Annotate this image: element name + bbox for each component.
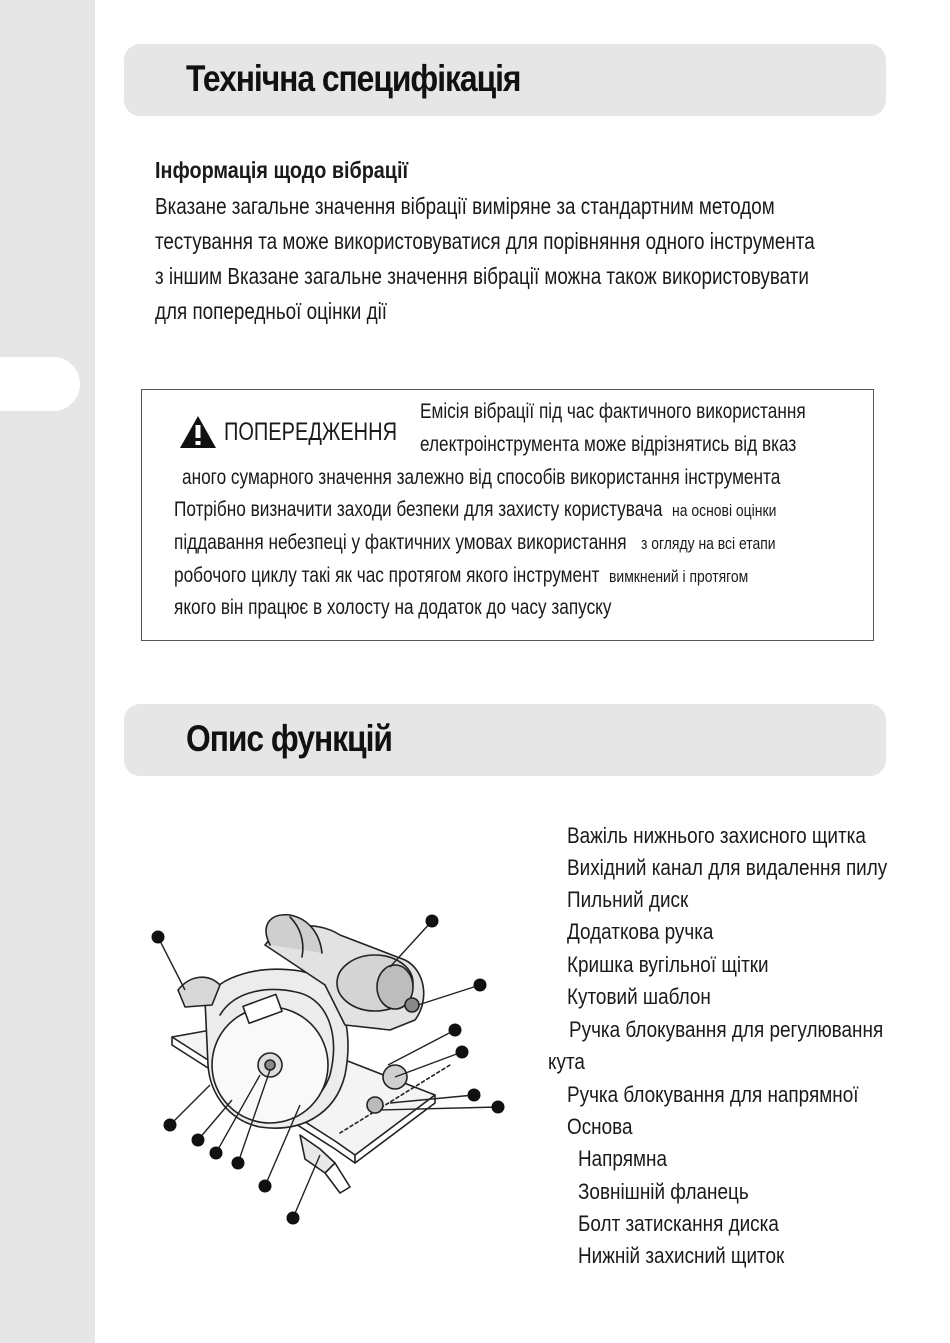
circular-saw-illustration — [150, 905, 510, 1235]
warning-badge — [178, 414, 440, 450]
vibration-text-line: з іншим Вказане загальне значення вібрації можна також використовувати — [155, 263, 809, 289]
feature-item: кута — [548, 1049, 585, 1074]
warning-box — [141, 389, 874, 641]
warning-text-line: Емісія вібрації під час фактичного використання — [420, 400, 806, 423]
feature-item: Ручка блокування для напрямної — [567, 1082, 859, 1107]
feature-item: Кришка вугільної щітки — [567, 952, 769, 977]
warning-text-part: Потрібно визначити заходи безпеки для захисту користувача — [174, 498, 663, 521]
warning-label: ПОПЕРЕДЖЕННЯ — [224, 417, 398, 446]
warning-text-line — [174, 564, 748, 588]
warning-text-line: електроінструмента може відрізнятись від вказ — [420, 433, 797, 456]
feature-item: Напрямна — [578, 1146, 667, 1171]
warning-text-part: вимкнений і протягом — [609, 567, 749, 586]
feature-item: Основа — [567, 1114, 633, 1139]
warning-text-line — [174, 498, 776, 522]
warning-text-line: якого він працює в холосту на додаток до часу запуску — [174, 596, 612, 619]
features-heading: Опис функцій — [186, 718, 392, 759]
vibration-text-line: тестування та може використовуватися для порівняння одного інструмента — [155, 228, 815, 254]
feature-item: Вихідний канал для видалення пилу — [567, 855, 888, 880]
section-heading-bar — [124, 44, 886, 116]
warning-triangle-icon — [178, 414, 218, 450]
warning-text-line: аного сумарного значення залежно від способів використання інструмента — [182, 466, 781, 489]
vibration-text-line: Вказане загальне значення вібрації виміряне за стандартним методом — [155, 193, 775, 219]
page-side-strip — [0, 0, 95, 1343]
vibration-title: Інформація щодо вібрації — [155, 157, 409, 183]
feature-item: Пильний диск — [567, 887, 689, 912]
feature-item: Додаткова ручка — [567, 919, 714, 944]
section-heading-bar — [124, 704, 886, 776]
warning-text-part: з огляду на всі етапи — [641, 534, 776, 553]
page-side-tab — [0, 357, 80, 411]
feature-item: Ручка блокування для регулювання — [569, 1017, 884, 1042]
warning-text-part: піддавання небезпеці у фактичних умовах використання — [174, 531, 627, 554]
spec-heading: Технічна специфікація — [186, 58, 521, 99]
feature-item: Важіль нижнього захисного щитка — [567, 823, 866, 848]
warning-text-part: робочого циклу такі як час протягом якого інструмент — [174, 564, 600, 587]
warning-text-part: на основі оцінки — [672, 501, 777, 520]
feature-item: Зовнішній фланець — [578, 1179, 749, 1204]
feature-item: Болт затискання диска — [578, 1211, 779, 1236]
feature-item: Кутовий шаблон — [567, 984, 711, 1009]
feature-item: Нижній захисний щиток — [578, 1243, 785, 1268]
warning-text-line — [174, 531, 776, 555]
vibration-text-line: для попередньої оцінки дії — [155, 298, 388, 324]
